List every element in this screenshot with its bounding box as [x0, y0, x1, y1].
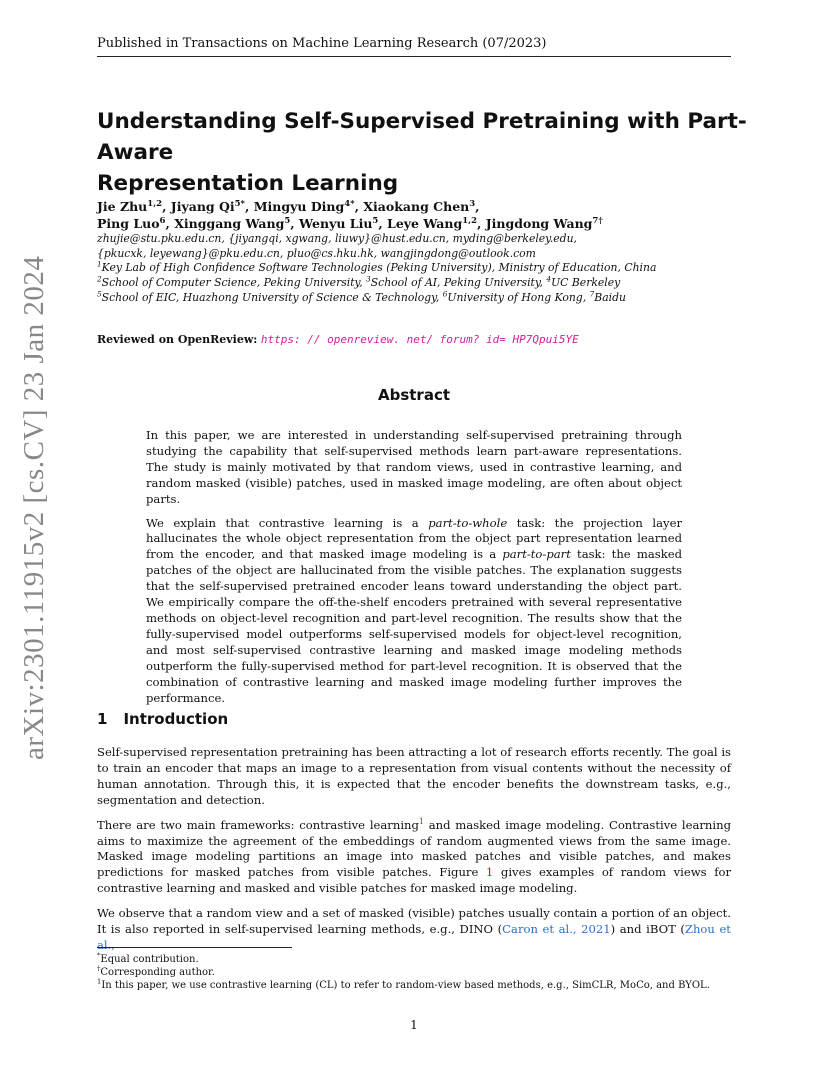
abstract-body	[146, 428, 682, 714]
footnote-1: *Equal contribution.	[97, 951, 199, 965]
author-name: Wenyu Liu	[299, 216, 373, 231]
section-number: 1	[97, 710, 108, 728]
author-name: Leye Wang	[387, 216, 463, 231]
abstract-paragraph-1: In this paper, we are interested in understanding self-supervised pretraining through studying the capability that self-supervised methods learn part-aware representations. The study is mainly motivated by that random views, used in contrastive learning, and random masked (visible) patches, used in masked image modeling, are often about object parts.	[146, 428, 682, 506]
openreview-link[interactable]: https: // openreview. net/ forum? id= HP7Qpui5YE	[260, 333, 579, 346]
footnotes	[97, 953, 731, 992]
page-number: 1	[410, 1018, 418, 1032]
author-name: Jingdong Wang	[485, 216, 593, 231]
author-name: Jie Zhu	[97, 199, 148, 214]
footnote-ref[interactable]: 1	[418, 816, 424, 826]
arxiv-stamp: arXiv:2301.11915v2 [cs.CV] 23 Jan 2024	[18, 255, 50, 760]
intro-paragraph-3: We observe that a random view and a set of masked (visible) patches usually contain a portion of an object. It is also reported in self-supervised learning methods, e.g., DINO (Caron et al., 2021) and iBOT (Zhou et al.,	[97, 906, 731, 952]
intro-paragraph-1: Self-supervised representation pretraining has been attracting a lot of research efforts recently. The goal is to train an encoder that maps an image to a representation from visual contents without the necessity of human annotation. Through this, it is expected that the encoder benefits the downstream tasks, e.g., segmentation and detection.	[97, 745, 731, 807]
author-name: Ping Luo	[97, 216, 160, 231]
author-line-2: Ping Luo$^6$, Xinggang Wang$^5$, Wenyu Liu$^5$, Leye Wang$^{1,2}$, Jingdong Wang$^{7\dagger}$	[97, 215, 603, 231]
section-heading-introduction	[97, 710, 228, 728]
intro-paragraph-2: There are two main frameworks: contrastive learning$^1$ and masked image modeling. Contrastive learning aims to maximize the agreement of the embeddings of random augmented views from the same image. Masked image modeling partitions an image into masked patches and visible patches, and makes predictions for masked patches from visible patches. Figure 1 gives examples of random views for contrastive learning and masked and visible patches for masked image modeling.	[97, 816, 732, 896]
author-name: Xinggang Wang	[174, 216, 285, 231]
introduction-body	[97, 745, 731, 963]
author-name: Mingyu Ding	[253, 199, 345, 214]
footnote-divider	[97, 947, 292, 948]
citation-link[interactable]: Caron et al., 2021	[502, 922, 611, 937]
author-line-1: Jie Zhu$^{1,2}$, Jiyang $Qi^{5*}$, Mingyu Ding$^{4*}$, Xiaokang Chen$^3$,	[97, 198, 480, 214]
affiliation-line-3: $^5$School of EIC, Huazhong University of Science & Technology, $^6$University of Hong Kong, $^7$Baidu	[97, 289, 626, 304]
author-emails: zhujie@stu.pku.edu.cn, {jiyangqi, xgwang, liuwy}@hust.edu.cn, myding@berkeley.edu, {pkucxk, leyewang}@pku.edu.cn, pluo@cs.hku.hk, wangjingdong@outlook.com	[97, 232, 577, 260]
citation-link[interactable]: Zhou et al.,	[97, 922, 731, 952]
footnote-3: $^1$In this paper, we use contrastive learning (CL) to refer to random-view based methods, e.g., SimCLR, MoCo, and BYOL.	[97, 977, 710, 991]
abstract-paragraph-2: We explain that contrastive learning is a part-to-whole task: the projection layer hallucinates the whole object representation from the object part representation learned from the encoder, and that masked image modeling is a part-to-part task: the masked patches of the object are hallucinated from the visible patches. The explanation suggests that the self-supervised pretrained encoder leans toward understanding the object part. We empirically compare the off-the-shelf encoders pretrained with several representative methods on object-level recognition and part-level recognition. The results show that the fully-supervised model outperforms self-supervised models for object-level recognition, and most self-supervised contrastive learning and masked image modeling methods outperform the fully-supervised method for part-level recognition. It is observed that the combination of contrastive learning and masked image modeling further improves the performance.	[146, 515, 682, 705]
openreview-label: Reviewed on OpenReview:	[97, 333, 258, 346]
affiliation-line-2: $^2$School of Computer Science, Peking University, $^3$School of AI, Peking University, $^4$UC Berkeley	[97, 274, 621, 289]
figure-ref[interactable]: 1	[485, 865, 494, 880]
openreview-line	[97, 333, 579, 346]
paper-title	[97, 106, 757, 199]
section-title: Introduction	[123, 710, 229, 728]
abstract-heading: Abstract	[377, 386, 451, 404]
title-line-1: Understanding Self-Supervised Pretraining with Part-Aware	[97, 109, 747, 165]
author-name: Xiaokang Chen	[363, 199, 470, 214]
author-name: Jiyang Qi	[170, 199, 235, 214]
running-header: Published in Transactions on Machine Learning Research (07/2023)	[97, 36, 731, 57]
title-line-2: Representation Learning	[97, 171, 399, 196]
author-list	[97, 198, 603, 232]
affiliation-line-1: $^1$Key Lab of High Confidence Software Technologies (Peking University), Ministry of Education, China	[97, 259, 657, 274]
footnote-2: †Corresponding author.	[97, 964, 215, 978]
affiliations	[97, 260, 656, 305]
